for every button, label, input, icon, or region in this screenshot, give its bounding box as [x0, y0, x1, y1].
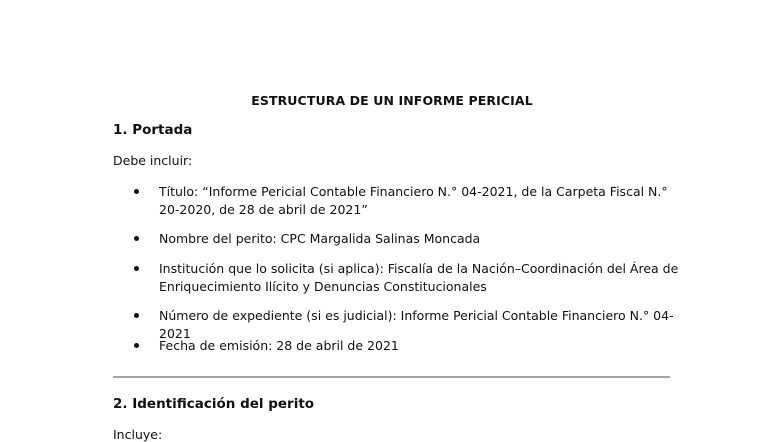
- section-heading-identificacion: 2. Identificación del perito: [113, 396, 315, 412]
- bullet-icon: [134, 236, 139, 241]
- horizontal-divider: [113, 376, 670, 378]
- list-item-text: Título: “Informe Pericial Contable Financiero N.° 04-2021, de la Carpeta Fiscal N.° 20-2020, de 28 de abril de 2021”: [159, 184, 668, 217]
- section-intro-identificacion: Incluye:: [113, 427, 163, 442]
- list-item-text: Institución que lo solicita (si aplica): Fiscalía de la Nación–Coordinación del Área de Enriquecimiento Ilícito y Denuncias Constitucionales: [159, 261, 679, 294]
- bullet-icon: [134, 266, 139, 271]
- list-item-text: Fecha de emisión: 28 de abril de 2021: [159, 338, 399, 353]
- list-item-text: Nombre del perito: CPC Margalida Salinas Moncada: [159, 231, 481, 246]
- document-title: ESTRUCTURA DE UN INFORME PERICIAL: [251, 93, 533, 108]
- section-heading-portada: 1. Portada: [113, 122, 193, 138]
- bullet-icon: [134, 313, 139, 318]
- bullet-icon: [134, 343, 139, 348]
- section-intro-portada: Debe incluir:: [113, 153, 193, 168]
- list-item-text: Número de expediente (si es judicial): Informe Pericial Contable Financiero N.° 04-2021: [159, 308, 674, 341]
- bullet-icon: [134, 189, 139, 194]
